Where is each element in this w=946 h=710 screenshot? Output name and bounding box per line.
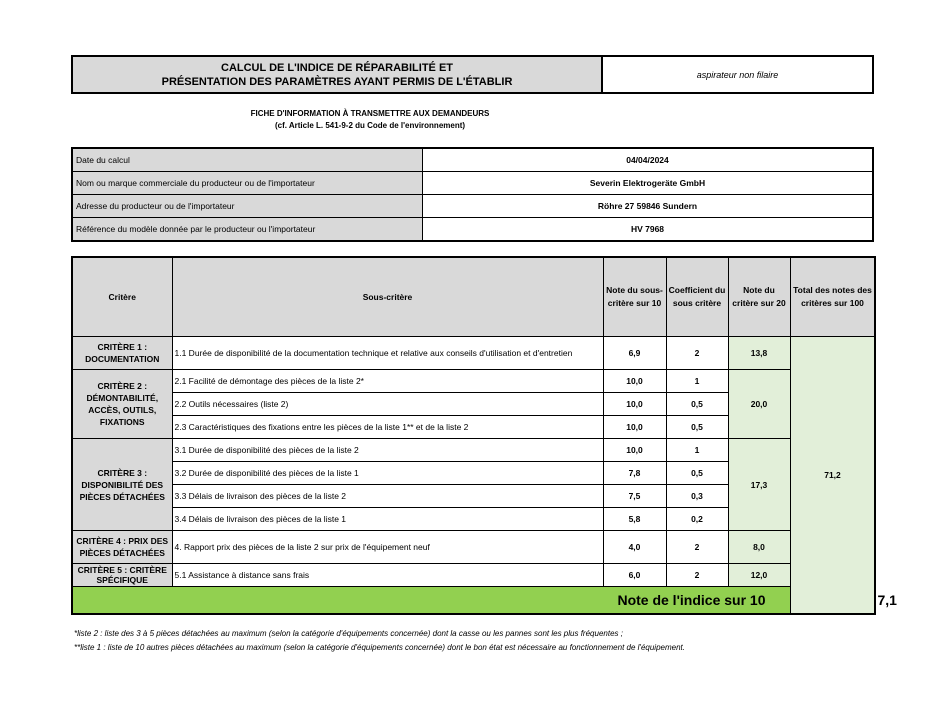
info-label: Nom ou marque commerciale du producteur ou de l'importateur [72, 172, 423, 195]
subcriterion-label: 3.1 Durée de disponibilité des pièces de la liste 2 [172, 439, 603, 462]
criterion-name: CRITÈRE 5 : CRITÈRE SPÉCIFIQUE [72, 564, 172, 587]
info-label: Référence du modèle donnée par le producteur ou l'importateur [72, 218, 423, 242]
criterion-score: 8,0 [728, 531, 790, 564]
col-header-coef: Coefficient du sous critère [666, 257, 728, 337]
criterion-score: 20,0 [728, 370, 790, 439]
index-row: Note de l'indice sur 10 7,1 [72, 587, 875, 615]
info-table [71, 147, 874, 242]
score-table [71, 256, 897, 615]
criterion-name: CRITÈRE 4 : PRIX DES PIÈCES DÉTACHÉES [72, 531, 172, 564]
fiche-heading [220, 108, 520, 132]
col-header-total: Total des notes des critères sur 100 [790, 257, 875, 337]
title-line-2: PRÉSENTATION DES PARAMÈTRES AYANT PERMIS DE L'ÉTABLIR [161, 75, 513, 88]
table-row [72, 370, 875, 393]
table-row [72, 564, 875, 587]
col-header-sous-critere: Sous-critère [172, 257, 603, 337]
document-title [71, 55, 603, 94]
table-row [72, 337, 875, 370]
info-value: Severin Elektrogeräte GmbH [423, 172, 874, 195]
subcriterion-note: 10,0 [603, 439, 666, 462]
info-label: Adresse du producteur ou de l'importateur [72, 195, 423, 218]
info-label: Date du calcul [72, 148, 423, 172]
subcriterion-note: 6,0 [603, 564, 666, 587]
footnote-liste-1: **liste 1 : liste de 10 autres pièces détachées au maximum (selon la catégorie d'équipements concernée) dont le bon état est nécessaire au fonctionnement de l'équipement. [74, 643, 685, 652]
subcriterion-coef: 1 [666, 439, 728, 462]
subcriterion-coef: 0,2 [666, 508, 728, 531]
subcriterion-note: 10,0 [603, 370, 666, 393]
subcriterion-note: 7,5 [603, 485, 666, 508]
subcriterion-coef: 2 [666, 337, 728, 370]
subcriterion-note: 6,9 [603, 337, 666, 370]
subcriterion-label: 3.2 Durée de disponibilité des pièces de la liste 1 [172, 462, 603, 485]
info-row [72, 195, 873, 218]
subcriterion-coef: 2 [666, 531, 728, 564]
col-header-critere: Critère [72, 257, 172, 337]
col-header-note-crit: Note du critère sur 20 [728, 257, 790, 337]
info-row [72, 218, 873, 242]
criterion-name: CRITÈRE 2 : DÉMONTABILITÉ, ACCÈS, OUTILS, FIXATIONS [72, 370, 172, 439]
criterion-score: 13,8 [728, 337, 790, 370]
subcriterion-label: 2.1 Facilité de démontage des pièces de la liste 2* [172, 370, 603, 393]
fiche-line-2: (cf. Article L. 541-9-2 du Code de l'environnement) [274, 121, 466, 130]
col-header-note-sous: Note du sous-critère sur 10 [603, 257, 666, 337]
product-type [601, 55, 874, 94]
subcriterion-coef: 0,3 [666, 485, 728, 508]
footnotes [74, 627, 894, 655]
info-value: 04/04/2024 [423, 148, 874, 172]
subcriterion-label: 3.3 Délais de livraison des pièces de la liste 2 [172, 485, 603, 508]
subcriterion-coef: 0,5 [666, 393, 728, 416]
footnote-liste-2: *liste 2 : liste des 3 à 5 pièces détachées au maximum (selon la catégorie d'équipements concernée) dont la casse ou les pannes sont les plus fréquentes ; [74, 629, 623, 638]
product-type-label: aspirateur non filaire [696, 69, 779, 80]
subcriterion-label: 3.4 Délais de livraison des pièces de la liste 1 [172, 508, 603, 531]
subcriterion-coef: 0,5 [666, 462, 728, 485]
criterion-score: 12,0 [728, 564, 790, 587]
info-value: Röhre 27 59846 Sundern [423, 195, 874, 218]
table-row [72, 439, 875, 462]
total-score: 71,2 [790, 337, 875, 615]
subcriterion-label: 1.1 Durée de disponibilité de la documentation technique et relative aux conseils d'utilisation et d'entretien [172, 337, 603, 370]
subcriterion-coef: 1 [666, 370, 728, 393]
info-row [72, 172, 873, 195]
subcriterion-note: 7,8 [603, 462, 666, 485]
info-row [72, 148, 873, 172]
info-value: HV 7968 [423, 218, 874, 242]
criterion-score: 17,3 [728, 439, 790, 531]
criterion-name: CRITÈRE 1 : DOCUMENTATION [72, 337, 172, 370]
subcriterion-coef: 2 [666, 564, 728, 587]
index-label: Note de l'indice sur 10 [72, 587, 790, 615]
subcriterion-note: 10,0 [603, 393, 666, 416]
table-row [72, 531, 875, 564]
subcriterion-note: 5,8 [603, 508, 666, 531]
subcriterion-label: 2.3 Caractéristiques des fixations entre les pièces de la liste 1** et de la liste 2 [172, 416, 603, 439]
fiche-line-1: FICHE D'INFORMATION À TRANSMETTRE AUX DEMANDEURS [250, 109, 490, 118]
subcriterion-label: 5.1 Assistance à distance sans frais [172, 564, 603, 587]
title-line-1: CALCUL DE L'INDICE DE RÉPARABILITÉ ET [221, 61, 453, 74]
subcriterion-note: 4,0 [603, 531, 666, 564]
subcriterion-coef: 0,5 [666, 416, 728, 439]
table-header-row [72, 257, 875, 337]
subcriterion-label: 2.2 Outils nécessaires (liste 2) [172, 393, 603, 416]
subcriterion-label: 4. Rapport prix des pièces de la liste 2 sur prix de l'équipement neuf [172, 531, 603, 564]
criterion-name: CRITÈRE 3 : DISPONIBILITÉ DES PIÈCES DÉTACHÉES [72, 439, 172, 531]
subcriterion-note: 10,0 [603, 416, 666, 439]
